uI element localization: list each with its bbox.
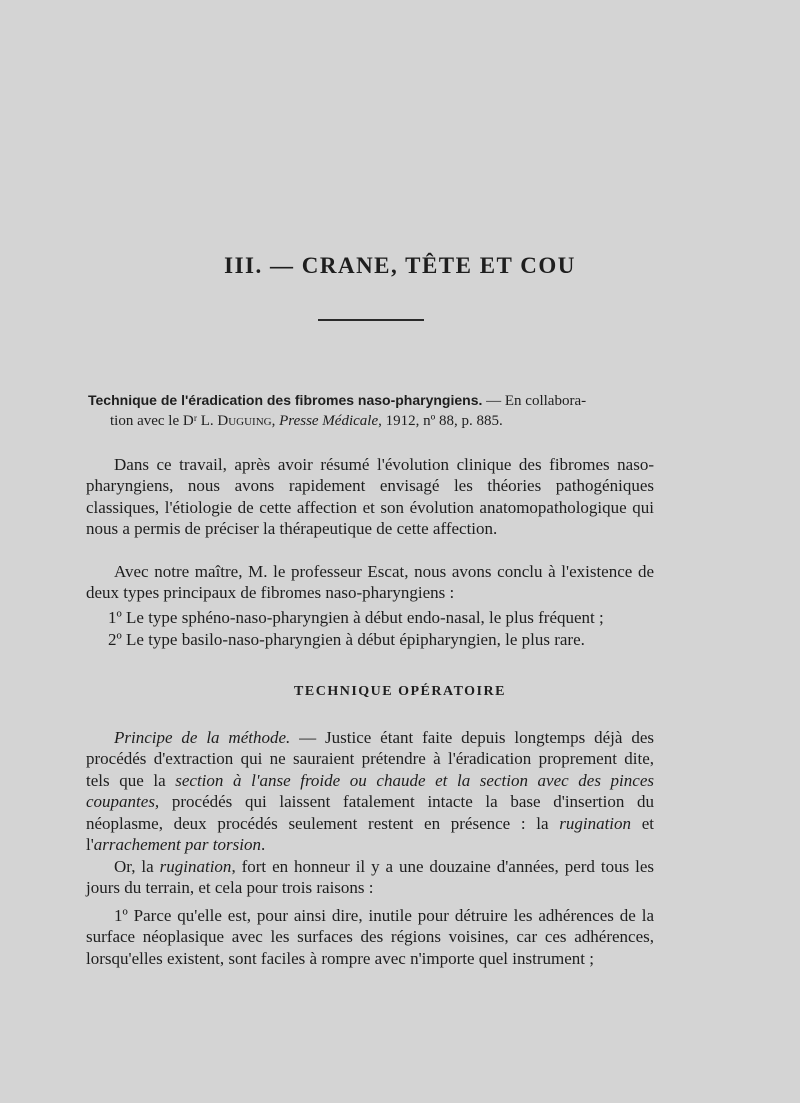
citation-details: , 1912, nº 88, p. 885. xyxy=(378,413,503,429)
list-item-type-2: 2º Le type basilo-naso-pharyngien à début épipharyngien, le plus rare. xyxy=(108,630,585,649)
section-heading: TECHNIQUE OPÉRATOIRE xyxy=(294,684,506,699)
principe-text-d: rugination xyxy=(559,813,632,833)
rugination-text-c: , fort en honneur il y a une douzaine d'années, perd tous les jours du terrain, et cela pour trois raisons : xyxy=(86,857,654,898)
paragraph-reason-1: 1º Parce qu'elle est, pour ainsi dire, inutile pour détruire les adhérences de la surface néoplasique avec les surfaces des régions voisines, car ces adhérences, lorsqu'elles existent, sont faciles à rompre avec n'importe quel instrument ; xyxy=(86,906,654,968)
paragraph-principe xyxy=(86,727,654,855)
paragraph-rugination xyxy=(86,856,654,899)
principe-text-a: — Justice étant faite depuis longtemps déjà des procédés d'extraction qui ne sauraient prétendre à l'éradication proprement dite, tels que la xyxy=(86,728,654,790)
title-divider xyxy=(318,319,424,321)
rugination-text-a: Or, la xyxy=(114,857,160,876)
citation-dash: — En collabora- xyxy=(482,393,587,409)
chapter-title: III. — CRANE, TÊTE ET COU xyxy=(224,253,576,278)
principe-text-c: procédés qui laissent fatalement intacte la base d'insertion du néoplasme, deux procédés seulement restent en présence : la xyxy=(86,792,654,833)
citation-title: Technique de l'éradication des fibromes naso-pharyngiens. xyxy=(88,392,483,408)
citation-author: L. Duguing xyxy=(200,413,272,429)
paragraph-summary: Dans ce travail, après avoir résumé l'évolution clinique des fibromes naso-pharyngiens, nous avons rapidement envisagé les théories pathogéniques classiques, l'étiologie de cette affection et son évolution anatomopathologique qui nous a permis de préciser la thérapeutique de cette affection. xyxy=(86,455,654,539)
principe-lead: Principe de la méthode. xyxy=(114,728,291,747)
principe-text-e: et l' xyxy=(86,813,654,855)
citation-entry xyxy=(88,390,658,431)
principe-text-f: arrachement par torsion xyxy=(93,835,261,855)
citation-collab: tion avec le Dʳ xyxy=(110,413,201,429)
rugination-text-b: rugination xyxy=(159,857,232,876)
paragraph-types: Avec notre maître, M. le professeur Escat, nous avons conclu à l'existence de deux types principaux de fibromes naso-pharyngiens : xyxy=(86,562,654,603)
principe-text-b: section à l'anse froide ou chaude et la section avec des pinces coupantes, xyxy=(86,770,654,812)
principe-text-g: . xyxy=(260,835,266,855)
citation-sep: , xyxy=(271,413,280,429)
citation-journal: Presse Médicale xyxy=(279,413,379,429)
list-item-type-1: 1º Le type sphéno-naso-pharyngien à début endo-nasal, le plus fréquent ; xyxy=(108,608,604,627)
citation-line-2 xyxy=(88,411,658,431)
